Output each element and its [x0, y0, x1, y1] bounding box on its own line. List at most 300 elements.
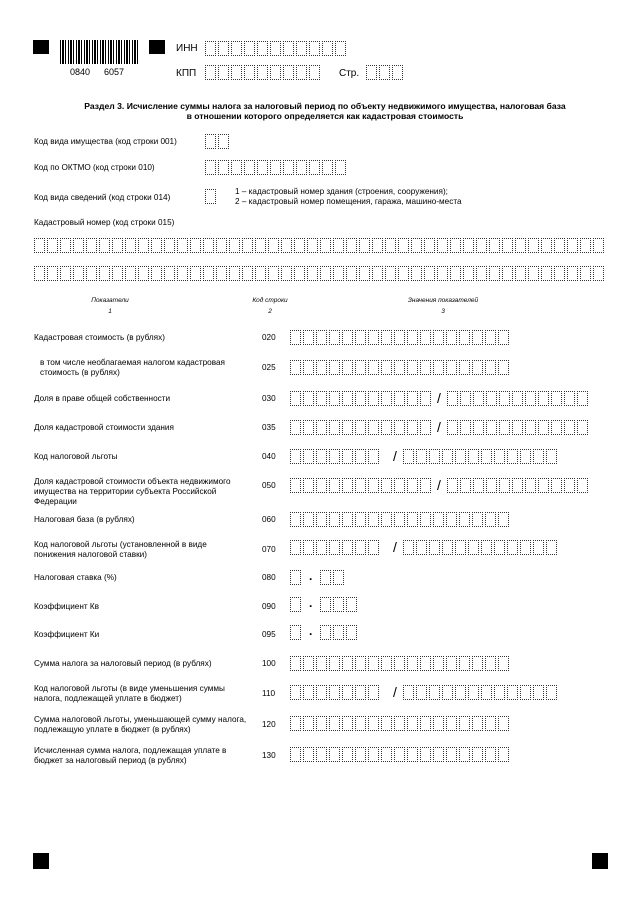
character-cell[interactable]	[424, 266, 435, 281]
character-cell[interactable]	[468, 685, 479, 700]
character-cell[interactable]	[512, 391, 523, 406]
character-cell[interactable]	[283, 65, 294, 80]
character-cell[interactable]	[307, 238, 318, 253]
character-cell[interactable]	[342, 656, 353, 671]
character-cell[interactable]	[459, 656, 470, 671]
character-cell[interactable]	[257, 41, 268, 56]
character-cell[interactable]	[381, 478, 392, 493]
character-cell[interactable]	[485, 360, 496, 375]
character-cell[interactable]	[394, 512, 405, 527]
character-cell[interactable]	[231, 160, 242, 175]
character-cell[interactable]	[322, 160, 333, 175]
character-cell[interactable]	[290, 540, 301, 555]
character-cell[interactable]	[447, 420, 458, 435]
character-cell[interactable]	[442, 449, 453, 464]
character-cell[interactable]	[205, 65, 216, 80]
character-cell[interactable]	[372, 266, 383, 281]
character-cell[interactable]	[420, 420, 431, 435]
character-cell[interactable]	[433, 330, 444, 345]
character-cell[interactable]	[329, 478, 340, 493]
character-cell[interactable]	[551, 391, 562, 406]
row-field-090-fraction[interactable]	[320, 597, 359, 612]
character-cell[interactable]	[342, 512, 353, 527]
character-cell[interactable]	[446, 330, 457, 345]
character-cell[interactable]	[403, 685, 414, 700]
character-cell[interactable]	[379, 65, 390, 80]
character-cell[interactable]	[577, 420, 588, 435]
character-cell[interactable]	[342, 747, 353, 762]
cadastral-number-field-row-2[interactable]	[34, 266, 606, 281]
character-cell[interactable]	[342, 360, 353, 375]
character-cell[interactable]	[450, 266, 461, 281]
character-cell[interactable]	[255, 238, 266, 253]
character-cell[interactable]	[394, 716, 405, 731]
character-cell[interactable]	[303, 747, 314, 762]
character-cell[interactable]	[125, 266, 136, 281]
character-cell[interactable]	[290, 360, 301, 375]
character-cell[interactable]	[437, 238, 448, 253]
row-field-110-basis[interactable]	[403, 685, 559, 700]
character-cell[interactable]	[485, 716, 496, 731]
character-cell[interactable]	[138, 266, 149, 281]
character-cell[interactable]	[473, 420, 484, 435]
character-cell[interactable]	[231, 41, 242, 56]
character-cell[interactable]	[463, 266, 474, 281]
character-cell[interactable]	[577, 391, 588, 406]
character-cell[interactable]	[257, 160, 268, 175]
character-cell[interactable]	[316, 449, 327, 464]
character-cell[interactable]	[320, 625, 331, 640]
character-cell[interactable]	[580, 238, 591, 253]
character-cell[interactable]	[355, 478, 366, 493]
character-cell[interactable]	[498, 360, 509, 375]
character-cell[interactable]	[316, 716, 327, 731]
character-cell[interactable]	[433, 747, 444, 762]
character-cell[interactable]	[368, 360, 379, 375]
character-cell[interactable]	[486, 391, 497, 406]
character-cell[interactable]	[407, 747, 418, 762]
character-cell[interactable]	[329, 449, 340, 464]
character-cell[interactable]	[442, 685, 453, 700]
character-cell[interactable]	[303, 360, 314, 375]
character-cell[interactable]	[507, 685, 518, 700]
character-cell[interactable]	[218, 160, 229, 175]
character-cell[interactable]	[525, 391, 536, 406]
property-type-field[interactable]	[205, 134, 231, 149]
character-cell[interactable]	[333, 266, 344, 281]
character-cell[interactable]	[342, 330, 353, 345]
character-cell[interactable]	[190, 266, 201, 281]
character-cell[interactable]	[433, 360, 444, 375]
character-cell[interactable]	[342, 420, 353, 435]
character-cell[interactable]	[335, 160, 346, 175]
character-cell[interactable]	[86, 238, 97, 253]
character-cell[interactable]	[112, 238, 123, 253]
character-cell[interactable]	[290, 570, 301, 585]
character-cell[interactable]	[407, 360, 418, 375]
character-cell[interactable]	[316, 391, 327, 406]
character-cell[interactable]	[290, 420, 301, 435]
character-cell[interactable]	[346, 266, 357, 281]
character-cell[interactable]	[460, 478, 471, 493]
character-cell[interactable]	[333, 570, 344, 585]
character-cell[interactable]	[407, 391, 418, 406]
character-cell[interactable]	[512, 420, 523, 435]
character-cell[interactable]	[329, 685, 340, 700]
character-cell[interactable]	[580, 266, 591, 281]
character-cell[interactable]	[420, 478, 431, 493]
character-cell[interactable]	[528, 238, 539, 253]
character-cell[interactable]	[381, 391, 392, 406]
character-cell[interactable]	[270, 65, 281, 80]
character-cell[interactable]	[533, 540, 544, 555]
character-cell[interactable]	[429, 685, 440, 700]
character-cell[interactable]	[394, 656, 405, 671]
character-cell[interactable]	[368, 685, 379, 700]
character-cell[interactable]	[244, 41, 255, 56]
inn-field[interactable]	[205, 41, 348, 56]
character-cell[interactable]	[303, 716, 314, 731]
character-cell[interactable]	[73, 266, 84, 281]
character-cell[interactable]	[485, 330, 496, 345]
character-cell[interactable]	[472, 360, 483, 375]
character-cell[interactable]	[303, 656, 314, 671]
character-cell[interactable]	[316, 747, 327, 762]
character-cell[interactable]	[316, 656, 327, 671]
character-cell[interactable]	[385, 238, 396, 253]
character-cell[interactable]	[472, 656, 483, 671]
character-cell[interactable]	[294, 238, 305, 253]
character-cell[interactable]	[546, 449, 557, 464]
character-cell[interactable]	[494, 449, 505, 464]
character-cell[interactable]	[507, 540, 518, 555]
character-cell[interactable]	[368, 512, 379, 527]
character-cell[interactable]	[342, 449, 353, 464]
character-cell[interactable]	[468, 540, 479, 555]
character-cell[interactable]	[546, 685, 557, 700]
character-cell[interactable]	[355, 747, 366, 762]
character-cell[interactable]	[342, 478, 353, 493]
character-cell[interactable]	[394, 747, 405, 762]
character-cell[interactable]	[218, 134, 229, 149]
character-cell[interactable]	[515, 238, 526, 253]
character-cell[interactable]	[296, 41, 307, 56]
character-cell[interactable]	[407, 656, 418, 671]
character-cell[interactable]	[125, 238, 136, 253]
character-cell[interactable]	[316, 540, 327, 555]
character-cell[interactable]	[486, 478, 497, 493]
row-field-095-fraction[interactable]	[320, 625, 359, 640]
character-cell[interactable]	[333, 238, 344, 253]
character-cell[interactable]	[520, 449, 531, 464]
character-cell[interactable]	[394, 420, 405, 435]
character-cell[interactable]	[567, 266, 578, 281]
character-cell[interactable]	[242, 266, 253, 281]
character-cell[interactable]	[499, 420, 510, 435]
character-cell[interactable]	[394, 478, 405, 493]
character-cell[interactable]	[564, 420, 575, 435]
character-cell[interactable]	[554, 266, 565, 281]
character-cell[interactable]	[303, 420, 314, 435]
character-cell[interactable]	[270, 160, 281, 175]
row-field-050-denominator[interactable]	[447, 478, 590, 493]
character-cell[interactable]	[385, 266, 396, 281]
character-cell[interactable]	[283, 160, 294, 175]
character-cell[interactable]	[283, 41, 294, 56]
character-cell[interactable]	[541, 238, 552, 253]
character-cell[interactable]	[86, 266, 97, 281]
character-cell[interactable]	[316, 360, 327, 375]
character-cell[interactable]	[593, 266, 604, 281]
character-cell[interactable]	[502, 266, 513, 281]
character-cell[interactable]	[533, 685, 544, 700]
character-cell[interactable]	[303, 330, 314, 345]
row-field-035-numerator[interactable]	[290, 420, 433, 435]
character-cell[interactable]	[554, 238, 565, 253]
character-cell[interactable]	[481, 449, 492, 464]
character-cell[interactable]	[551, 478, 562, 493]
character-cell[interactable]	[481, 685, 492, 700]
character-cell[interactable]	[394, 391, 405, 406]
character-cell[interactable]	[498, 716, 509, 731]
character-cell[interactable]	[257, 65, 268, 80]
character-cell[interactable]	[329, 512, 340, 527]
character-cell[interactable]	[476, 238, 487, 253]
character-cell[interactable]	[416, 685, 427, 700]
character-cell[interactable]	[381, 360, 392, 375]
character-cell[interactable]	[290, 597, 301, 612]
character-cell[interactable]	[485, 656, 496, 671]
character-cell[interactable]	[309, 41, 320, 56]
character-cell[interactable]	[403, 540, 414, 555]
character-cell[interactable]	[203, 238, 214, 253]
character-cell[interactable]	[368, 420, 379, 435]
character-cell[interactable]	[459, 716, 470, 731]
character-cell[interactable]	[551, 420, 562, 435]
character-cell[interactable]	[270, 41, 281, 56]
character-cell[interactable]	[329, 540, 340, 555]
character-cell[interactable]	[494, 685, 505, 700]
character-cell[interactable]	[296, 65, 307, 80]
character-cell[interactable]	[355, 540, 366, 555]
character-cell[interactable]	[446, 512, 457, 527]
character-cell[interactable]	[203, 266, 214, 281]
character-cell[interactable]	[498, 512, 509, 527]
character-cell[interactable]	[433, 512, 444, 527]
character-cell[interactable]	[486, 420, 497, 435]
character-cell[interactable]	[473, 478, 484, 493]
character-cell[interactable]	[433, 716, 444, 731]
character-cell[interactable]	[411, 238, 422, 253]
character-cell[interactable]	[164, 266, 175, 281]
row-field-050-numerator[interactable]	[290, 478, 433, 493]
character-cell[interactable]	[355, 512, 366, 527]
character-cell[interactable]	[216, 266, 227, 281]
row-field-090-integer[interactable]	[290, 597, 303, 612]
character-cell[interactable]	[359, 238, 370, 253]
character-cell[interactable]	[329, 420, 340, 435]
character-cell[interactable]	[303, 540, 314, 555]
character-cell[interactable]	[177, 266, 188, 281]
character-cell[interactable]	[329, 391, 340, 406]
row-field-120[interactable]	[290, 716, 511, 731]
row-field-080-integer[interactable]	[290, 570, 303, 585]
page-number-field[interactable]	[366, 65, 405, 80]
character-cell[interactable]	[407, 420, 418, 435]
character-cell[interactable]	[342, 391, 353, 406]
character-cell[interactable]	[320, 597, 331, 612]
character-cell[interactable]	[177, 238, 188, 253]
character-cell[interactable]	[450, 238, 461, 253]
character-cell[interactable]	[190, 238, 201, 253]
character-cell[interactable]	[538, 420, 549, 435]
character-cell[interactable]	[309, 65, 320, 80]
character-cell[interactable]	[205, 189, 216, 204]
character-cell[interactable]	[316, 420, 327, 435]
character-cell[interactable]	[47, 266, 58, 281]
character-cell[interactable]	[244, 160, 255, 175]
character-cell[interactable]	[437, 266, 448, 281]
character-cell[interactable]	[459, 360, 470, 375]
character-cell[interactable]	[546, 540, 557, 555]
character-cell[interactable]	[355, 685, 366, 700]
character-cell[interactable]	[290, 656, 301, 671]
row-field-070-basis[interactable]	[403, 540, 559, 555]
character-cell[interactable]	[459, 512, 470, 527]
character-cell[interactable]	[411, 266, 422, 281]
character-cell[interactable]	[34, 266, 45, 281]
character-cell[interactable]	[455, 449, 466, 464]
character-cell[interactable]	[229, 238, 240, 253]
character-cell[interactable]	[346, 597, 357, 612]
character-cell[interactable]	[333, 625, 344, 640]
character-cell[interactable]	[394, 330, 405, 345]
character-cell[interactable]	[307, 266, 318, 281]
character-cell[interactable]	[342, 716, 353, 731]
character-cell[interactable]	[218, 65, 229, 80]
character-cell[interactable]	[229, 266, 240, 281]
character-cell[interactable]	[329, 747, 340, 762]
character-cell[interactable]	[34, 238, 45, 253]
info-type-field[interactable]	[205, 189, 218, 204]
character-cell[interactable]	[468, 449, 479, 464]
character-cell[interactable]	[472, 747, 483, 762]
character-cell[interactable]	[151, 266, 162, 281]
character-cell[interactable]	[502, 238, 513, 253]
character-cell[interactable]	[420, 330, 431, 345]
character-cell[interactable]	[577, 478, 588, 493]
character-cell[interactable]	[112, 266, 123, 281]
character-cell[interactable]	[368, 330, 379, 345]
character-cell[interactable]	[368, 747, 379, 762]
character-cell[interactable]	[320, 266, 331, 281]
character-cell[interactable]	[460, 420, 471, 435]
character-cell[interactable]	[294, 266, 305, 281]
character-cell[interactable]	[368, 540, 379, 555]
character-cell[interactable]	[320, 238, 331, 253]
character-cell[interactable]	[485, 512, 496, 527]
character-cell[interactable]	[316, 478, 327, 493]
character-cell[interactable]	[541, 266, 552, 281]
character-cell[interactable]	[381, 420, 392, 435]
character-cell[interactable]	[525, 420, 536, 435]
row-field-040-basis[interactable]	[403, 449, 559, 464]
character-cell[interactable]	[355, 360, 366, 375]
row-field-095-integer[interactable]	[290, 625, 303, 640]
row-field-130[interactable]	[290, 747, 511, 762]
character-cell[interactable]	[329, 360, 340, 375]
character-cell[interactable]	[394, 360, 405, 375]
character-cell[interactable]	[355, 449, 366, 464]
character-cell[interactable]	[564, 478, 575, 493]
character-cell[interactable]	[60, 266, 71, 281]
character-cell[interactable]	[290, 391, 301, 406]
character-cell[interactable]	[346, 625, 357, 640]
character-cell[interactable]	[472, 330, 483, 345]
character-cell[interactable]	[231, 65, 242, 80]
character-cell[interactable]	[420, 656, 431, 671]
row-field-080-fraction[interactable]	[320, 570, 346, 585]
character-cell[interactable]	[407, 512, 418, 527]
character-cell[interactable]	[525, 478, 536, 493]
character-cell[interactable]	[473, 391, 484, 406]
row-field-070-code[interactable]	[290, 540, 381, 555]
character-cell[interactable]	[403, 449, 414, 464]
character-cell[interactable]	[316, 330, 327, 345]
character-cell[interactable]	[342, 685, 353, 700]
character-cell[interactable]	[355, 716, 366, 731]
character-cell[interactable]	[268, 266, 279, 281]
character-cell[interactable]	[320, 570, 331, 585]
character-cell[interactable]	[420, 391, 431, 406]
character-cell[interactable]	[290, 625, 301, 640]
character-cell[interactable]	[368, 449, 379, 464]
character-cell[interactable]	[368, 478, 379, 493]
character-cell[interactable]	[372, 238, 383, 253]
character-cell[interactable]	[433, 656, 444, 671]
character-cell[interactable]	[460, 391, 471, 406]
character-cell[interactable]	[420, 512, 431, 527]
character-cell[interactable]	[290, 716, 301, 731]
character-cell[interactable]	[359, 266, 370, 281]
character-cell[interactable]	[333, 597, 344, 612]
character-cell[interactable]	[303, 478, 314, 493]
character-cell[interactable]	[446, 716, 457, 731]
character-cell[interactable]	[355, 420, 366, 435]
character-cell[interactable]	[303, 512, 314, 527]
character-cell[interactable]	[398, 266, 409, 281]
character-cell[interactable]	[381, 747, 392, 762]
character-cell[interactable]	[515, 266, 526, 281]
character-cell[interactable]	[296, 160, 307, 175]
character-cell[interactable]	[392, 65, 403, 80]
kpp-field[interactable]	[205, 65, 322, 80]
character-cell[interactable]	[528, 266, 539, 281]
character-cell[interactable]	[512, 478, 523, 493]
character-cell[interactable]	[499, 391, 510, 406]
character-cell[interactable]	[564, 391, 575, 406]
character-cell[interactable]	[420, 360, 431, 375]
character-cell[interactable]	[489, 238, 500, 253]
character-cell[interactable]	[303, 685, 314, 700]
character-cell[interactable]	[255, 266, 266, 281]
character-cell[interactable]	[355, 391, 366, 406]
row-field-020[interactable]	[290, 330, 511, 345]
character-cell[interactable]	[481, 540, 492, 555]
character-cell[interactable]	[429, 449, 440, 464]
character-cell[interactable]	[329, 716, 340, 731]
character-cell[interactable]	[290, 747, 301, 762]
